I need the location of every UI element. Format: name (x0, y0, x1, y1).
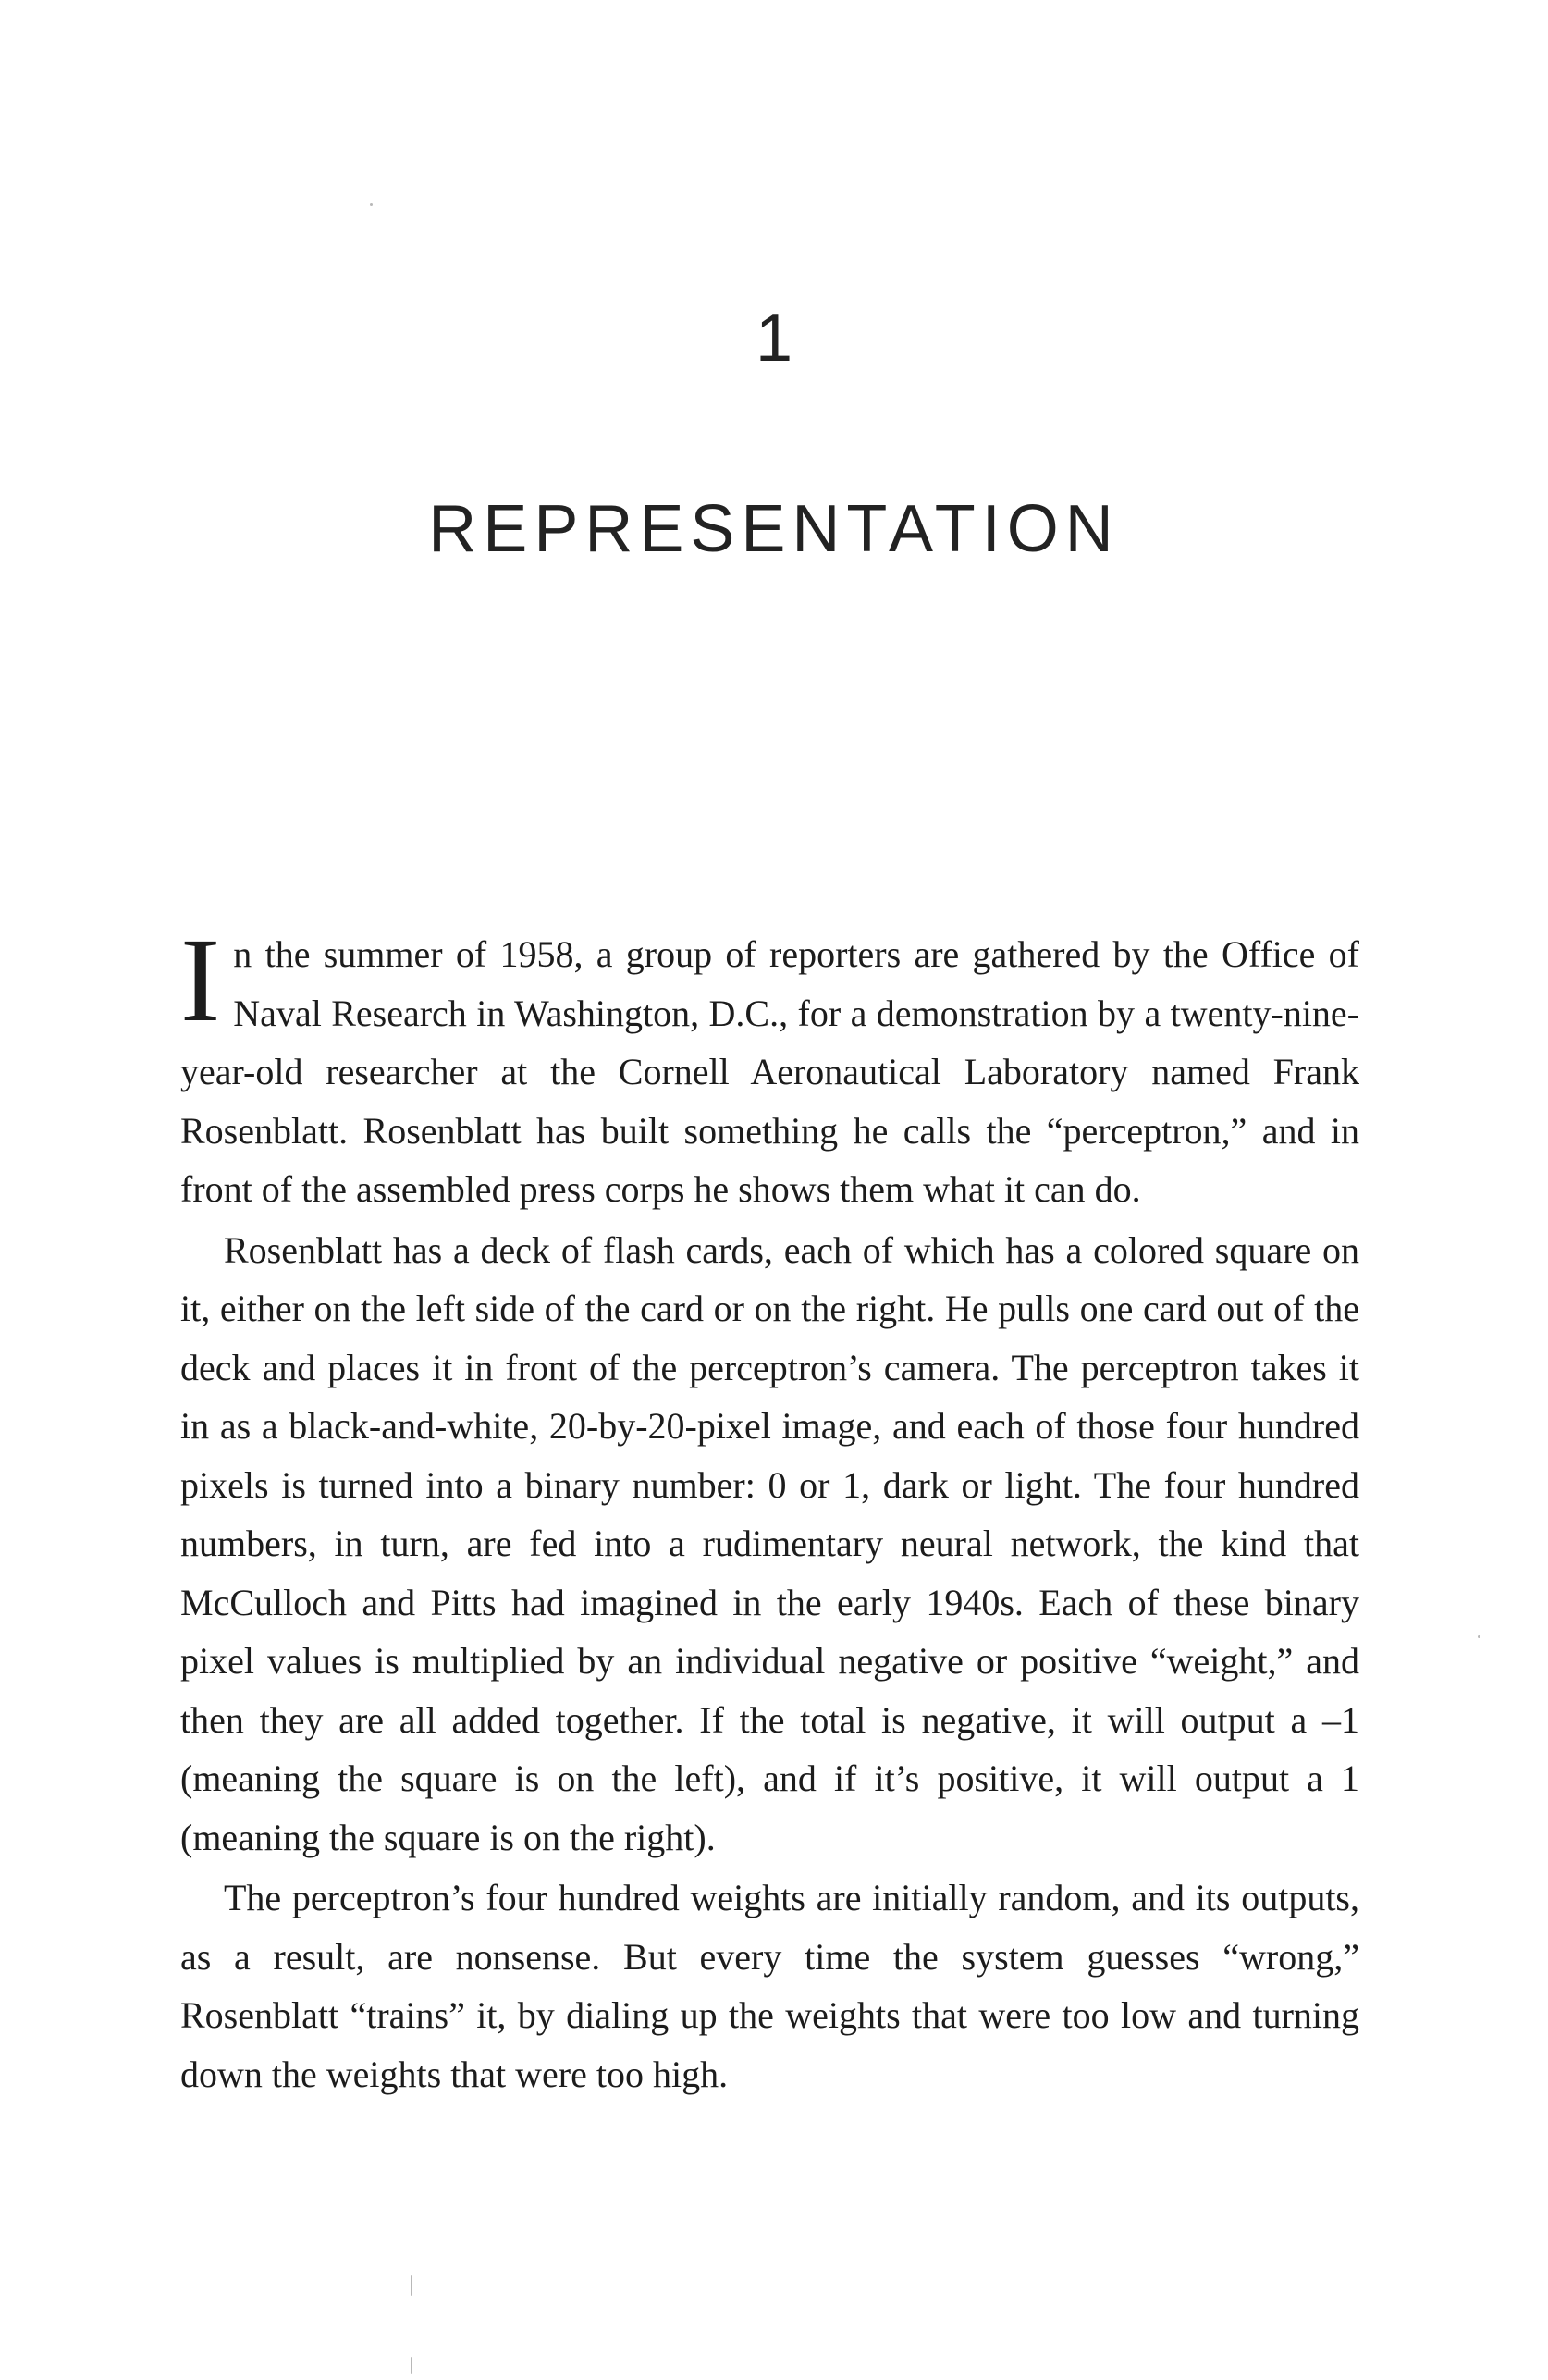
paragraph-3: The perceptron’s four hundred weights are initially random, and its outputs, as a result, are nonsense. But every time the system guesses “wrong,” Rosenblatt “trains” it, by dialing up the weights that were too low and turning down the weights that were too high. (180, 1877, 1359, 2095)
chapter-title: REPRESENTATION (428, 492, 1120, 566)
scan-speck (370, 203, 373, 206)
scan-speck (1478, 1635, 1480, 1638)
body-text (180, 914, 1359, 2103)
drop-cap: I (180, 914, 221, 1047)
scan-speck (411, 2357, 412, 2374)
scan-speck (411, 2275, 412, 2296)
paragraph-1-text: n the summer of 1958, a group of reporters are gathered by the Office of Naval Research in Washington, D.C., for a demonstration by a twenty-nine-year-old researcher at the Cornell Aeronautical Laboratory named Frank Rosenblatt. Rosenblatt has built something he calls the “perceptron,” and in front of the assembled press corps he shows them what it can do. (180, 933, 1359, 1210)
paragraph-2: Rosenblatt has a deck of flash cards, each of which has a colored square on it, either on the left side of the card or on the right. He pulls one card out of the deck and places it in front of the perceptron’s camera. The perceptron takes it in as a black-and-white, 20-by-20-pixel image, and each of those four hundred pixels is turned into a binary number: 0 or 1, dark or light. The four hundred numbers, in turn, are fed into a rudimentary neural network, the kind that McCulloch and Pitts had imagined in the early 1940s. Each of these binary pixel values is multiplied by an individual negative or positive “weight,” and then they are all added together. If the total is negative, it will output a –1 (meaning the square is on the left), and if it’s positive, it will output a 1 (meaning the square is on the right). (180, 1228, 1359, 1858)
paragraph-1 (180, 914, 1359, 1219)
chapter-number: 1 (755, 302, 793, 376)
